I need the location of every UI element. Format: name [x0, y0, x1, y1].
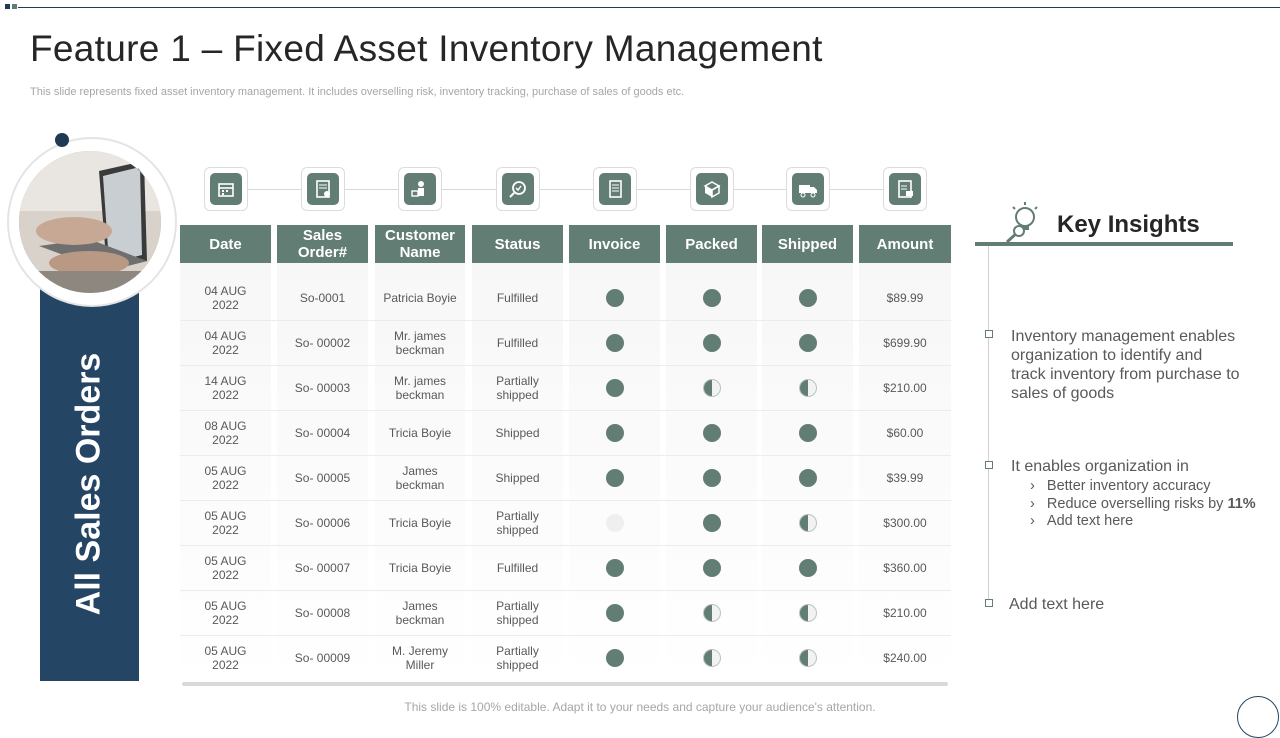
- status-value: Partially shipped: [496, 374, 539, 402]
- cell-amount: [859, 456, 951, 500]
- packed-box-icon: [690, 167, 734, 211]
- invoice-icon: [593, 167, 637, 211]
- invoice-status-cell: [569, 366, 660, 410]
- column-header-amount: Amount: [859, 225, 951, 263]
- insight-point-2: It enables organization in: [1011, 458, 1189, 475]
- cell-customer: [375, 366, 465, 410]
- full-circle-icon: [703, 469, 721, 487]
- cell-customer: [375, 411, 465, 455]
- orders-table: [180, 225, 951, 685]
- customer-icon: [398, 167, 442, 211]
- order-value: So- 00006: [294, 516, 351, 530]
- column-header-invoice: Invoice: [569, 225, 660, 263]
- half-circle-icon: [799, 604, 817, 622]
- full-circle-icon: [703, 559, 721, 577]
- order-value: So- 00007: [294, 561, 351, 575]
- customer-value: M. Jeremy Miller: [391, 644, 448, 672]
- date-value: 05 AUG 2022: [204, 509, 247, 537]
- amount-value: $39.99: [886, 471, 924, 485]
- amount-value: $699.90: [883, 336, 927, 350]
- insight-subpoint: › Add text here: [1030, 513, 1134, 529]
- cell-customer: [375, 546, 465, 590]
- top-rule: [18, 7, 1280, 8]
- full-circle-icon: [606, 379, 624, 397]
- order-value: So- 00004: [294, 426, 351, 440]
- full-circle-icon: [799, 559, 817, 577]
- cell-order: [277, 366, 368, 410]
- cell-order: [277, 456, 368, 500]
- date-value: 05 AUG 2022: [204, 554, 247, 582]
- column-header-status: Status: [472, 225, 563, 263]
- packed-status-cell: [666, 636, 757, 680]
- full-circle-icon: [606, 424, 624, 442]
- key-insights-underline: [975, 242, 1233, 246]
- half-circle-icon: [703, 604, 721, 622]
- full-circle-icon: [606, 649, 624, 667]
- highlight-value: 11%: [1227, 496, 1256, 512]
- invoice-status-cell: [569, 411, 660, 455]
- cell-status: [472, 591, 563, 635]
- corner-arc-decoration: [1237, 696, 1279, 738]
- packed-status-cell: [666, 591, 757, 635]
- timeline-line: [988, 246, 989, 604]
- packed-status-cell: [666, 546, 757, 590]
- customer-value: Tricia Boyie: [388, 561, 452, 575]
- amount-value: $210.00: [883, 606, 927, 620]
- page-title: Feature 1 – Fixed Asset Inventory Management: [30, 28, 823, 69]
- full-circle-icon: [703, 514, 721, 532]
- cell-amount: [859, 501, 951, 545]
- corner-square-icon: [12, 4, 17, 9]
- cell-amount: [859, 591, 951, 635]
- sales-order-icon: [301, 167, 345, 211]
- date-value: 05 AUG 2022: [204, 644, 247, 672]
- cell-date: [180, 366, 271, 410]
- accent-dot: [55, 133, 69, 147]
- cell-customer: [375, 591, 465, 635]
- cell-order: [277, 546, 368, 590]
- date-value: 05 AUG 2022: [204, 599, 247, 627]
- cell-date: [180, 456, 271, 500]
- bullet-icon: [985, 330, 993, 338]
- order-value: So-0001: [299, 291, 346, 305]
- cell-date: [180, 321, 271, 365]
- full-circle-icon: [606, 289, 624, 307]
- cell-status: [472, 276, 563, 320]
- full-circle-icon: [799, 424, 817, 442]
- amount-value: $240.00: [883, 651, 927, 665]
- shipped-status-cell: [762, 636, 853, 680]
- status-value: Partially shipped: [496, 509, 539, 537]
- packed-status-cell: [666, 411, 757, 455]
- customer-value: James beckman: [395, 464, 445, 492]
- table-shadow: [182, 682, 948, 686]
- empty-circle-icon: [606, 514, 624, 532]
- cell-amount: [859, 276, 951, 320]
- shipped-status-cell: [762, 366, 853, 410]
- insight-point-3: Add text here: [1009, 596, 1105, 613]
- amount-value: $60.00: [886, 426, 924, 440]
- cell-date: [180, 411, 271, 455]
- order-value: So- 00002: [294, 336, 351, 350]
- amount-value: $300.00: [883, 516, 927, 530]
- corner-square-icon: [5, 4, 10, 9]
- full-circle-icon: [606, 604, 624, 622]
- cell-amount: [859, 411, 951, 455]
- invoice-status-cell: [569, 591, 660, 635]
- packed-status-cell: [666, 321, 757, 365]
- cell-status: [472, 411, 563, 455]
- status-value: Partially shipped: [496, 599, 539, 627]
- cell-status: [472, 501, 563, 545]
- cell-date: [180, 501, 271, 545]
- shipped-status-cell: [762, 411, 853, 455]
- packed-status-cell: [666, 276, 757, 320]
- full-circle-icon: [606, 334, 624, 352]
- cell-status: [472, 366, 563, 410]
- invoice-status-cell: [569, 456, 660, 500]
- half-circle-icon: [799, 379, 817, 397]
- cell-order: [277, 321, 368, 365]
- footer-note: This slide is 100% editable. Adapt it to your needs and capture your audience's attention.: [404, 700, 876, 714]
- cell-customer: [375, 321, 465, 365]
- shipped-status-cell: [762, 321, 853, 365]
- cell-status: [472, 546, 563, 590]
- cell-status: [472, 456, 563, 500]
- half-circle-icon: [799, 514, 817, 532]
- bullet-icon: [985, 599, 993, 607]
- order-value: So- 00003: [294, 381, 351, 395]
- full-circle-icon: [799, 334, 817, 352]
- packed-status-cell: [666, 501, 757, 545]
- cell-amount: [859, 321, 951, 365]
- amount-value: $89.99: [886, 291, 924, 305]
- bullet-icon: [985, 461, 993, 469]
- amount-value: $360.00: [883, 561, 927, 575]
- insight-subpoint: › Better inventory accuracy: [1030, 478, 1211, 494]
- column-header-date: Date: [180, 225, 271, 263]
- order-value: So- 00005: [294, 471, 351, 485]
- side-label: All Sales Orders: [69, 352, 108, 616]
- column-header-customer: Customer Name: [375, 225, 465, 263]
- shipped-status-cell: [762, 501, 853, 545]
- cell-order: [277, 636, 368, 680]
- amount-value: $210.00: [883, 381, 927, 395]
- customer-value: James beckman: [395, 599, 445, 627]
- date-value: 08 AUG 2022: [204, 419, 247, 447]
- customer-value: Mr. james beckman: [393, 374, 446, 402]
- cell-order: [277, 276, 368, 320]
- status-value: Shipped: [495, 426, 540, 440]
- cell-status: [472, 636, 563, 680]
- half-circle-icon: [703, 649, 721, 667]
- shipped-status-cell: [762, 276, 853, 320]
- date-value: 05 AUG 2022: [204, 464, 247, 492]
- full-circle-icon: [799, 289, 817, 307]
- laptop-photo: [19, 151, 161, 293]
- status-value: Partially shipped: [496, 644, 539, 672]
- invoice-status-cell: [569, 321, 660, 365]
- cell-customer: [375, 456, 465, 500]
- shipped-status-cell: [762, 546, 853, 590]
- customer-value: Patricia Boyie: [383, 291, 457, 305]
- full-circle-icon: [799, 469, 817, 487]
- invoice-status-cell: [569, 546, 660, 590]
- cell-date: [180, 636, 271, 680]
- cell-customer: [375, 276, 465, 320]
- full-circle-icon: [703, 424, 721, 442]
- status-value: Fulfilled: [496, 561, 539, 575]
- invoice-status-cell: [569, 501, 660, 545]
- customer-value: Tricia Boyie: [388, 426, 452, 440]
- invoice-status-cell: [569, 636, 660, 680]
- status-icon: [496, 167, 540, 211]
- full-circle-icon: [606, 559, 624, 577]
- full-circle-icon: [703, 289, 721, 307]
- cell-customer: [375, 501, 465, 545]
- calendar-icon: [204, 167, 248, 211]
- cell-amount: [859, 546, 951, 590]
- cell-amount: [859, 366, 951, 410]
- status-value: Fulfilled: [496, 291, 539, 305]
- column-header-order: Sales Order#: [277, 225, 368, 263]
- date-value: 14 AUG 2022: [204, 374, 247, 402]
- amount-document-icon: [883, 167, 927, 211]
- cell-date: [180, 546, 271, 590]
- date-value: 04 AUG 2022: [204, 329, 247, 357]
- status-value: Shipped: [495, 471, 540, 485]
- cell-order: [277, 501, 368, 545]
- customer-value: Mr. james beckman: [393, 329, 446, 357]
- status-value: Fulfilled: [496, 336, 539, 350]
- shipped-status-cell: [762, 456, 853, 500]
- insight-subpoint: › Reduce overselling risks by 11%: [1030, 496, 1256, 512]
- full-circle-icon: [703, 334, 721, 352]
- cell-date: [180, 276, 271, 320]
- cell-status: [472, 321, 563, 365]
- half-circle-icon: [799, 649, 817, 667]
- packed-status-cell: [666, 456, 757, 500]
- date-value: 04 AUG 2022: [204, 284, 247, 312]
- column-header-packed: Packed: [666, 225, 757, 263]
- key-insights-title: Key Insights: [1057, 211, 1200, 238]
- invoice-status-cell: [569, 276, 660, 320]
- packed-status-cell: [666, 366, 757, 410]
- cell-order: [277, 411, 368, 455]
- column-header-shipped: Shipped: [762, 225, 853, 263]
- shipped-status-cell: [762, 591, 853, 635]
- page-subtitle: This slide represents fixed asset inventory management. It includes overselling risk, inventory tracking, purchase of sales of goods etc.: [30, 86, 685, 98]
- half-circle-icon: [703, 379, 721, 397]
- full-circle-icon: [606, 469, 624, 487]
- order-value: So- 00008: [294, 606, 351, 620]
- order-value: So- 00009: [294, 651, 351, 665]
- lightbulb-search-icon: [1003, 200, 1045, 244]
- insight-point-1: Inventory management enables organization to identify and track inventory from purchase to sales of goods: [1011, 328, 1240, 402]
- cell-customer: [375, 636, 465, 680]
- shipped-truck-icon: [786, 167, 830, 211]
- cell-order: [277, 591, 368, 635]
- customer-value: Tricia Boyie: [388, 516, 452, 530]
- cell-amount: [859, 636, 951, 680]
- cell-date: [180, 591, 271, 635]
